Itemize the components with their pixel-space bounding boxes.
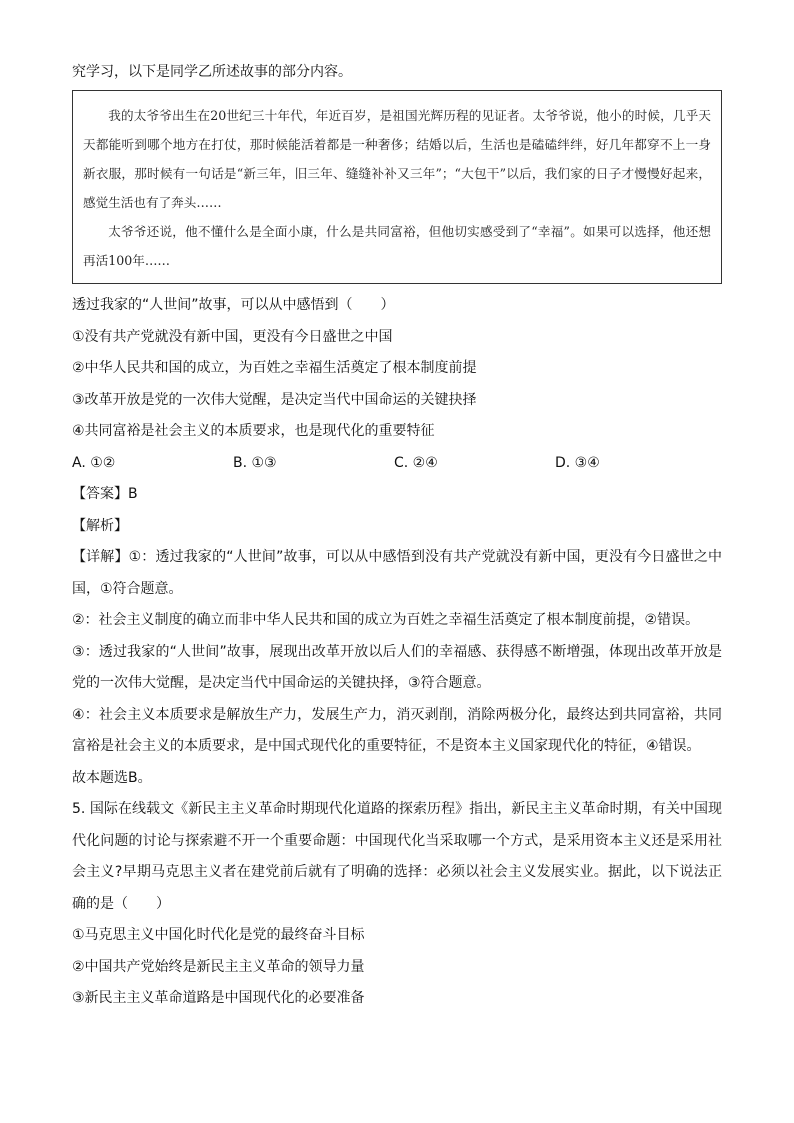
option-c: C. ②④ [394, 454, 438, 471]
answer-value: B [128, 486, 138, 502]
q5-item-2: ②中国共产党始终是新民主主义革命的领导力量 [72, 958, 365, 975]
q5-stem: 5. 国际在线载文《新民主主义革命时期现代化道路的探索历程》指出，新民主主义革命时期，有关中国现代化问题的讨论与探索避不开一个重要命题：中国现代化当采取哪一个方式，是采用资本主义还是采用社会主义?早期马克思主义者在建党前后就有了明确的选择：必须以社会主义发展实业。据此，以下说法正确的是（ ） [72, 801, 722, 912]
answer-tag: 【答案】 [72, 486, 128, 502]
q4-item-3: ③改革开放是党的一次伟大觉醒，是决定当代中国命运的关键抉择 [72, 391, 477, 408]
analysis-tag: 【解析】 [72, 517, 128, 534]
q5-item-3: ③新民主主义革命道路是中国现代化的必要准备 [72, 990, 365, 1006]
option-b: B. ①③ [233, 454, 277, 471]
question-4 [72, 290, 722, 794]
q4-options [72, 448, 722, 480]
q4-answer [72, 479, 722, 511]
intro-text: 究学习，以下是同学乙所述故事的部分内容。 [72, 64, 352, 80]
q4-stem: 透过我家的“人世间”故事，可以从中感悟到（ ） [72, 297, 395, 313]
analysis-1 [72, 542, 722, 605]
analysis-4: ④：社会主义本质要求是解放生产力，发展生产力，消灭剥削，消除两极分化，最终达到共同富裕，共同富裕是社会主义的本质要求，是中国式现代化的重要特征，不是资本主义国家现代化的特征，④错误。 [72, 706, 722, 754]
analysis-conclusion: 故本题选B。 [72, 769, 152, 786]
story-quote-box [72, 90, 722, 284]
analysis-3: ③：透过我家的“人世间”故事，展现出改革开放以后人们的幸福感、获得感不断增强，体现出改革开放是党的一次伟大觉醒，是决定当代中国命运的关键抉择，③符合题意。 [72, 643, 722, 691]
q5-item-1: ①马克思主义中国化时代化是党的最终奋斗目标 [72, 927, 365, 943]
q4-item-2: ②中华人民共和国的成立，为百姓之幸福生活奠定了根本制度前提 [72, 360, 477, 376]
detail-tag: 【详解】 [72, 549, 129, 565]
quote-paragraph-1: 我的太爷爷出生在20世纪三十年代，年近百岁，是祖国光辉历程的见证者。太爷爷说，他小的时候，几乎天天都能听到哪个地方在打仗，那时候能活着都是一种奢侈；结婚以后，生活也是磕磕绊绊，好几年都穿不上一身新衣服，那时候有一句话是“新三年，旧三年、缝缝补补又三年”；“大包干”以后，我们家的日子才慢慢好起来，感觉生活也有了奔头…… [83, 108, 711, 210]
q4-item-4: ④共同富裕是社会主义的本质要求，也是现代化的重要特征 [72, 423, 435, 439]
option-a: A. ①② [72, 454, 116, 471]
document-page [72, 62, 722, 1015]
question-5 [72, 794, 722, 1015]
analysis-1-text: ①：透过我家的“人世间”故事，可以从中感悟到没有共产党就没有新中国，更没有今日盛世之中国，①符合题意。 [72, 549, 722, 597]
option-d: D. ③④ [555, 454, 600, 471]
q4-item-1: ①没有共产党就没有新中国，更没有今日盛世之中国 [72, 328, 393, 345]
analysis-2: ②：社会主义制度的确立而非中华人民共和国的成立为百姓之幸福生活奠定了根本制度前提，②错误。 [72, 612, 700, 628]
quote-paragraph-2: 太爷爷还说，他不懂什么是全面小康，什么是共同富裕，但他切实感受到了“幸福”。如果可以选择，他还想再活100年…… [83, 224, 711, 268]
